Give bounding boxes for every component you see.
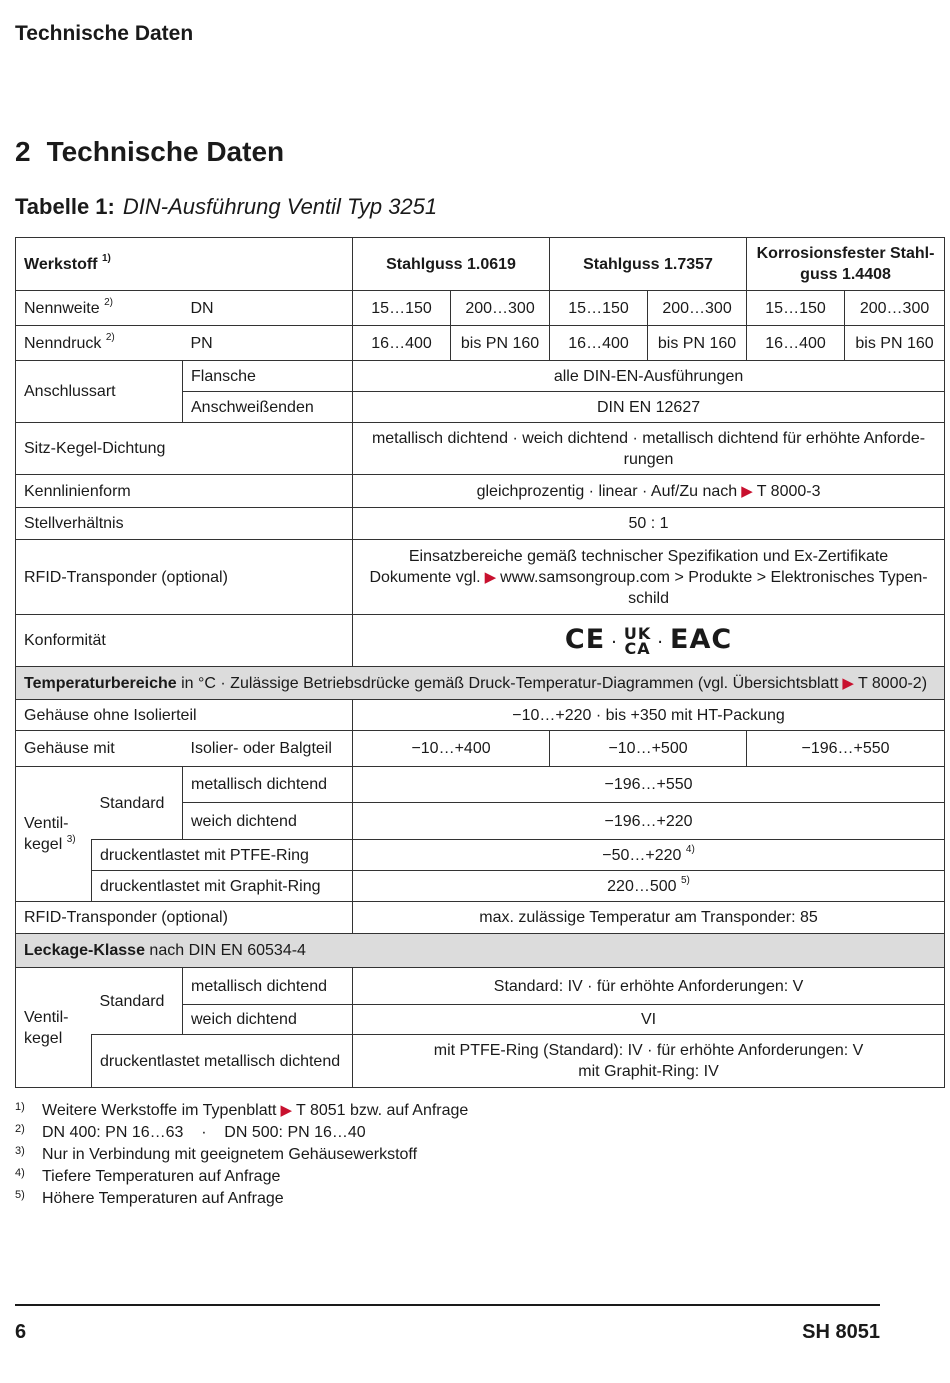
footnote: 2) DN 400: PN 16…63 · DN 500: PN 16…40 xyxy=(15,1123,366,1141)
table-row xyxy=(16,291,945,326)
table-caption xyxy=(15,194,437,220)
metallisch-label: metallisch dichtend xyxy=(183,767,353,803)
table-row xyxy=(16,767,945,803)
gehaeuse-mit-value: −10…+400 xyxy=(353,731,550,767)
rfid-value: Einsatzbereiche gemäß technischer Spezifikation und Ex-Zertifikate Dokumente vgl. ▶ www.samsongroup.com > Produkte > Elektronisches Typen-schild xyxy=(353,540,945,615)
flansche-value: alle DIN-EN-Ausführungen xyxy=(353,361,945,392)
nenndruck-unit: PN xyxy=(183,326,353,361)
technical-data-table xyxy=(15,237,945,1088)
material-2: Stahlguss 1.7357 xyxy=(550,238,747,291)
stellverhaeltnis-value: 50 : 1 xyxy=(353,508,945,540)
konformitaet-label: Konformität xyxy=(16,615,353,667)
rfid-temp-label: RFID-Transponder (optional) xyxy=(16,902,353,934)
ventilkegel-temp-label: Ventil-kegel $^{3)}$ xyxy=(16,767,92,902)
metallisch-value: −196…+550 xyxy=(353,767,945,803)
ptfe-label: druckentlastet mit PTFE-Ring xyxy=(92,840,353,871)
eac-mark-icon: EAC xyxy=(670,624,733,655)
temperature-section-header: Temperaturbereiche in °C · Zulässige Betriebsdrücke gemäß Druck-Temperatur-Diagrammen (vgl. Übersichtsblatt ▶ T 8000-2) xyxy=(16,667,945,700)
anschweissenden-value: DIN EN 12627 xyxy=(353,392,945,423)
table-row xyxy=(16,700,945,731)
gehaeuse-ohne-value: −10…+220 · bis +350 mit HT-Packung xyxy=(353,700,945,731)
nenndruck-value: 16…400 xyxy=(353,326,451,361)
reference-arrow-icon: ▶ xyxy=(280,1102,293,1119)
table-caption-label: Tabelle 1: xyxy=(15,194,115,219)
gehaeuse-mit-value: −10…+500 xyxy=(550,731,747,767)
gehaeuse-mit-label: Gehäuse mit xyxy=(16,731,183,767)
leck-entlastet-label: druckentlastet metallisch dichtend xyxy=(92,1035,353,1088)
ventilkegel-leck-label: Ventil-kegel xyxy=(16,968,92,1088)
nennweite-unit: DN xyxy=(183,291,353,326)
table-row xyxy=(16,840,945,871)
chapter-number: 2 xyxy=(15,136,31,167)
nennweite-label: Nennweite $^{2)}$ xyxy=(16,291,183,326)
rfid-label: RFID-Transponder (optional) xyxy=(16,540,353,615)
flansche-label: Flansche xyxy=(183,361,353,392)
anschlussart-label: Anschlussart xyxy=(16,361,183,423)
footnote: 3) Nur in Verbindung mit geeignetem Gehäusewerkstoff xyxy=(15,1145,418,1163)
table-row xyxy=(16,615,945,667)
table-row xyxy=(16,934,945,968)
nenndruck-value: bis PN 160 xyxy=(648,326,747,361)
conformity-marks: CE · UK CA · EAC xyxy=(353,615,945,667)
reference-arrow-icon: ▶ xyxy=(484,568,497,586)
gehaeuse-mit-sub: Isolier- oder Balgteil xyxy=(183,731,353,767)
nenndruck-value: bis PN 160 xyxy=(845,326,945,361)
nennweite-value: 200…300 xyxy=(648,291,747,326)
chapter-title: Technische Daten xyxy=(46,136,285,167)
leck-metallisch-value: Standard: IV · für erhöhte Anforderungen: V xyxy=(353,968,945,1005)
nenndruck-value: 16…400 xyxy=(550,326,648,361)
material-3: Korrosionsfester Stahl-guss 1.4408 xyxy=(747,238,945,291)
nenndruck-label: Nenndruck $^{2)}$ xyxy=(16,326,183,361)
leckage-section-header: Leckage-Klasse nach DIN EN 60534-4 xyxy=(16,934,945,968)
nennweite-value: 200…300 xyxy=(845,291,945,326)
graphit-value: 220…500 $^{5)}$ xyxy=(353,871,945,902)
table-row xyxy=(16,731,945,767)
leck-entlastet-value: mit PTFE-Ring (Standard): IV · für erhöhte Anforderungen: V mit Graphit-Ring: IV xyxy=(353,1035,945,1088)
reference-arrow-icon: ▶ xyxy=(741,482,753,500)
gehaeuse-ohne-label: Gehäuse ohne Isolierteil xyxy=(16,700,353,731)
footnote: 5) Höhere Temperaturen auf Anfrage xyxy=(15,1189,284,1207)
chapter-heading xyxy=(15,136,284,168)
nennweite-value: 15…150 xyxy=(747,291,845,326)
nennweite-value: 200…300 xyxy=(451,291,550,326)
nennweite-value: 15…150 xyxy=(550,291,648,326)
table-row xyxy=(16,508,945,540)
nennweite-value: 15…150 xyxy=(353,291,451,326)
table-row xyxy=(16,326,945,361)
rfid-temp-value: max. zulässige Temperatur am Transponder: 85 xyxy=(353,902,945,934)
gehaeuse-mit-value: −196…+550 xyxy=(747,731,945,767)
werkstoff-label: Werkstoff $^{1)}$ xyxy=(16,238,353,291)
reference-arrow-icon: ▶ xyxy=(842,674,854,692)
table-caption-title: DIN-Ausführung Ventil Typ 3251 xyxy=(122,194,438,219)
nenndruck-value: 16…400 xyxy=(747,326,845,361)
weich-value: −196…+220 xyxy=(353,803,945,840)
sitz-kegel-value: metallisch dichtend · weich dichtend · metallisch dichtend für erhöhte Anforde-rungen xyxy=(353,423,945,475)
table-row xyxy=(16,423,945,475)
table-row xyxy=(16,968,945,1005)
running-title: Technische Daten xyxy=(15,22,194,45)
ce-mark-icon: CE xyxy=(564,624,606,655)
leck-weich-value: VI xyxy=(353,1005,945,1035)
page-number: 6 xyxy=(15,1321,27,1343)
footnote: 4) Tiefere Temperaturen auf Anfrage xyxy=(15,1167,281,1185)
ukca-mark-icon: UK CA xyxy=(623,623,652,658)
standard-label: Standard xyxy=(92,968,183,1035)
leck-metallisch-label: metallisch dichtend xyxy=(183,968,353,1005)
footer-rule xyxy=(15,1304,880,1306)
table-row xyxy=(16,1035,945,1088)
table-row xyxy=(16,540,945,615)
leck-weich-label: weich dichtend xyxy=(183,1005,353,1035)
table-row xyxy=(16,871,945,902)
table-row xyxy=(16,361,945,392)
anschweissenden-label: Anschweißenden xyxy=(183,392,353,423)
ptfe-value: −50…+220 $^{4)}$ xyxy=(353,840,945,871)
table-row xyxy=(16,667,945,700)
kennlinie-label: Kennlinienform xyxy=(16,475,353,508)
material-1: Stahlguss 1.0619 xyxy=(353,238,550,291)
stellverhaeltnis-label: Stellverhältnis xyxy=(16,508,353,540)
table-row xyxy=(16,902,945,934)
standard-label: Standard xyxy=(92,767,183,840)
sitz-kegel-label: Sitz-Kegel-Dichtung xyxy=(16,423,353,475)
nenndruck-value: bis PN 160 xyxy=(451,326,550,361)
graphit-label: druckentlastet mit Graphit-Ring xyxy=(92,871,353,902)
footnotes xyxy=(15,1100,468,1210)
table-row xyxy=(16,475,945,508)
weich-label: weich dichtend xyxy=(183,803,353,840)
table-row xyxy=(16,238,945,291)
footnote: 1) Weitere Werkstoffe im Typenblatt ▶ T 8051 bzw. auf Anfrage xyxy=(15,1101,469,1119)
kennlinie-value: gleichprozentig · linear · Auf/Zu nach ▶ T 8000-3 xyxy=(353,475,945,508)
document-code: SH 8051 xyxy=(802,1321,880,1343)
